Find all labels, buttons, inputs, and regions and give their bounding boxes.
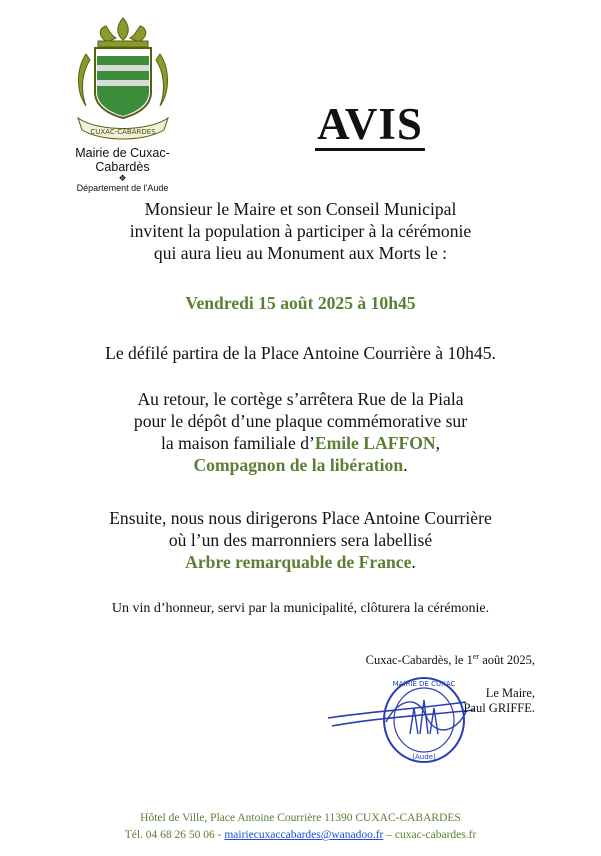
footer <box>0 810 601 844</box>
honoree-title: Compagnon de la libération <box>193 455 404 475</box>
logo-town-name: Mairie de Cuxac-Cabardès <box>75 146 170 174</box>
town-logo <box>60 14 185 193</box>
ceremony-date: Vendredi 15 août 2025 à 10h45 <box>185 293 416 313</box>
stamp-text: MAIRIE DE CUXAC <box>392 680 456 688</box>
return-line: pour le dépôt d’une plaque commémorative sur <box>133 411 468 431</box>
stamp-subtext: (Aude) <box>412 753 436 761</box>
footer-contact: Tél. 04 68 26 50 06 - mairiecuxaccabardes@wanadoo.fr – cuxac-cabardes.fr <box>124 829 477 841</box>
honoree-name: Emile LAFFON <box>314 433 436 453</box>
tree-line: Ensuite, nous nous dirigerons Place Antoine Courrière <box>109 508 492 528</box>
parade-line: Le défilé partira de la Place Antoine Courrière à 10h45. <box>105 343 496 363</box>
page-title: AVIS <box>317 99 423 149</box>
signature-block <box>463 686 535 716</box>
logo-ornament: ❖ <box>118 173 127 183</box>
footer-email-link[interactable]: mairiecuxaccabardes@wanadoo.fr <box>224 829 384 841</box>
coat-of-arms-icon <box>68 14 178 144</box>
footer-address: Hôtel de Ville, Place Antoine Courrière 11390 CUXAC-CABARDES <box>140 812 461 824</box>
signature-date: Cuxac-Cabardès, le 1er août 2025, <box>365 652 535 668</box>
footer-website[interactable]: cuxac-cabardes.fr <box>394 829 477 841</box>
tree-label: Arbre remarquable de France <box>185 552 412 572</box>
tree-line: Arbre remarquable de France. <box>185 552 416 572</box>
tree-line: où l’un des marronniers sera labellisé <box>168 530 433 550</box>
intro-line: qui aura lieu au Monument aux Morts le : <box>153 243 448 263</box>
intro-line: Monsieur le Maire et son Conseil Municipal <box>144 199 457 219</box>
tree-paragraph <box>0 507 601 573</box>
footer-phone: Tél. 04 68 26 50 06 - <box>124 829 225 841</box>
signature-role: Le Maire, <box>485 686 535 700</box>
intro-paragraph <box>0 198 601 264</box>
stamp-icon <box>326 672 476 768</box>
signature-name: Paul GRIFFE. <box>463 701 535 715</box>
intro-line: invitent la population à participer à la cérémonie <box>129 221 472 241</box>
return-paragraph <box>0 388 601 476</box>
return-line: Au retour, le cortège s’arrêtera Rue de la Piala <box>137 389 464 409</box>
logo-motto: CUXAC-CABARDES <box>89 128 156 136</box>
logo-department: Département de l'Aude <box>76 183 169 193</box>
wine-line: Un vin d’honneur, servi par la municipalité, clôturera la cérémonie. <box>111 601 490 616</box>
return-line: la maison familiale d’Emile LAFFON, <box>160 433 440 453</box>
return-line: Compagnon de la libération. <box>193 455 408 475</box>
